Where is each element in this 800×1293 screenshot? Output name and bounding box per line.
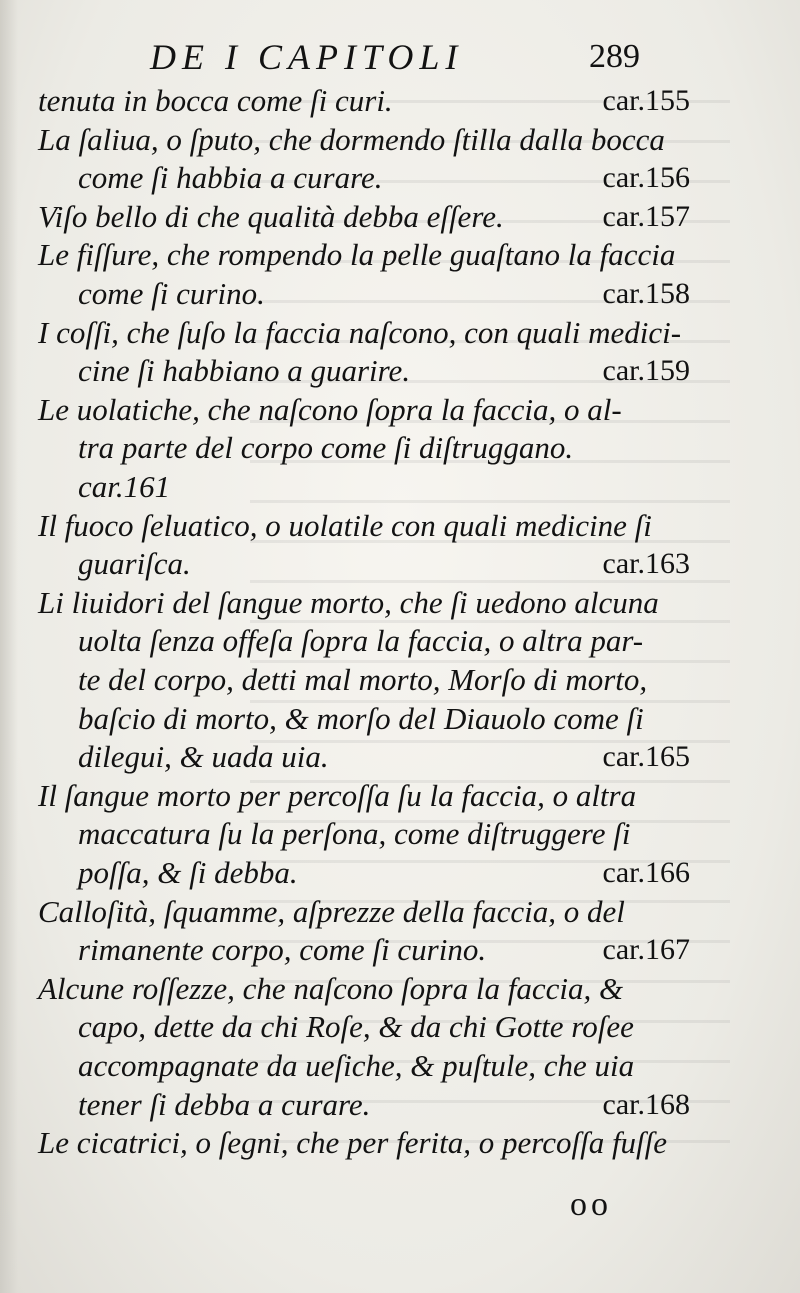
toc-entry-line: Li liuidori del ſangue morto, che ſi uedono alcuna [38,584,659,620]
toc-entry-line: baſcio di morto, & morſo del Diauolo come ſi [78,700,644,736]
toc-entry-line: Alcune roſſezze, che naſcono ſopra la faccia, & [38,970,624,1006]
page-number: 289 [589,38,640,75]
toc-page-ref: car.156 [602,161,690,195]
toc-page-ref: car.165 [602,740,690,774]
toc-entry-line: Le fiſſure, che rompendo la pelle guaſtano la faccia [38,237,676,273]
toc-entry-line: Calloſità, ſquamme, aſprezze della faccia, o del [38,893,625,929]
toc-entry-line: Il ſangue morto per percoſſa ſu la faccia, o altra [38,777,637,813]
toc-page-ref: car.167 [602,933,690,967]
toc-entry-line: Le cicatrici, o ſegni, che per ferita, o percoſſa fuſſe [38,1125,668,1161]
toc-page-ref: car.155 [602,84,690,117]
toc-entry-line: rimanente corpo, come ſi curino. [78,932,487,968]
toc-entry-line: te del corpo, detti mal morto, Morſo di morto, [78,662,648,697]
toc-page-ref: car.157 [602,199,690,233]
catchword: oo [570,1186,612,1223]
toc-entry-line: cine ſi habbiano a guarire. [78,353,411,389]
toc-page-ref: car.166 [602,856,690,889]
toc-entry-line: maccatura ſu la perſona, come diſtruggere ſi [78,816,631,852]
page-header [150,36,650,86]
toc-entry-line: poſſa, & ſi debba. [78,855,298,890]
toc-page-ref: car.168 [602,1087,690,1121]
running-head: DE I CAPITOLI [150,37,464,77]
toc-entry-line: come ſi habbia a curare. [78,160,383,196]
toc-entry-line: tener ſi debba a curare. [78,1086,371,1122]
toc-entry-line: tenuta in bocca come ſi curi. [38,83,393,118]
toc-entry-line: Il fuoco ſeluatico, o uolatile con quali medicine ſi [38,507,652,543]
toc-entry-line: car.161 [78,469,171,504]
toc-entry-line: Viſo bello di che qualità debba eſſere. [38,198,504,234]
toc-entry-line: La ſaliua, o ſputo, che dormendo ſtilla dalla bocca [38,121,665,157]
toc-entry-line: tra parte del corpo come ſi diſtruggano. [78,430,574,466]
toc-entry-line: Le uolatiche, che naſcono ſopra la faccia, o al- [38,391,622,427]
toc-page-ref: car.159 [602,354,690,388]
toc-page-ref: car.163 [602,547,690,581]
toc-entry-line: uolta ſenza offeſa ſopra la faccia, o altra par- [78,623,644,659]
toc-entry-line: come ſi curino. [78,276,265,311]
toc-page-ref: car.158 [602,277,690,310]
toc-entry-line: capo, dette da chi Roſe, & da chi Gotte roſee [78,1009,634,1045]
toc-entry-line: accompagnate da ueſiche, & puſtule, che uia [78,1048,635,1083]
toc-entry-line: guariſca. [78,546,191,582]
toc-entry-line: dilegui, & uada uia. [78,739,329,775]
page-edge-shadow [0,0,18,1293]
toc-entry-line: I coſſi, che ſuſo la faccia naſcono, con quali medici- [38,314,682,350]
